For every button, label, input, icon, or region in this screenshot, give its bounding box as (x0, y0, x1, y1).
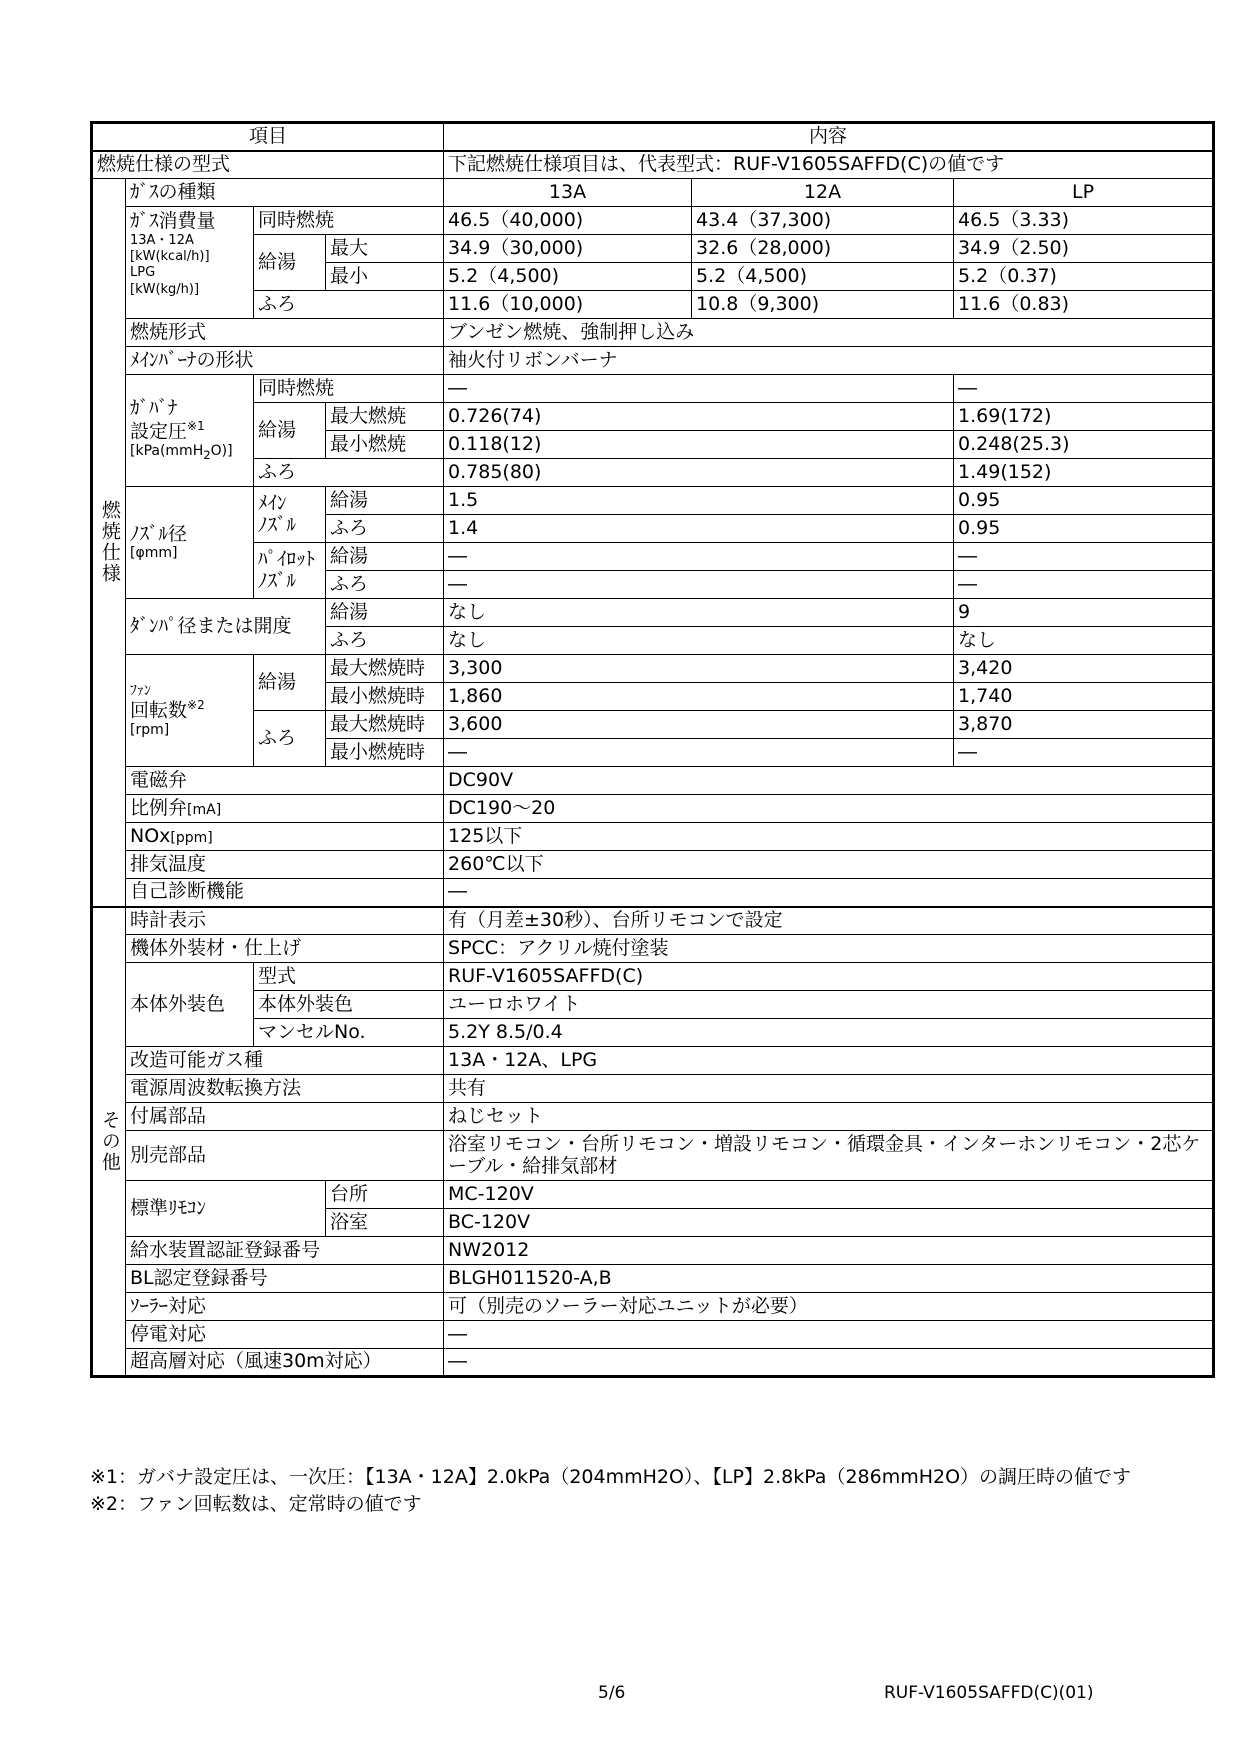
value-cell: 11.6（10,000) (444, 291, 692, 319)
unit-line: 13A・12A (130, 232, 194, 248)
unit-text: [φmm] (130, 545, 178, 562)
value-cell: ユーロホワイト (444, 991, 1214, 1019)
options-row (92, 1131, 1214, 1181)
governor-label-cell (126, 375, 254, 487)
fan-row (92, 655, 1214, 683)
gas-consumption-row (92, 207, 1214, 235)
value-cell: 9 (954, 599, 1214, 627)
row-label: ﾀﾞﾝﾊﾟ径または開度 (126, 599, 326, 655)
body-color-row (92, 991, 1214, 1019)
value-cell: 5.2（4,500) (692, 263, 954, 291)
self-diag-row (92, 879, 1214, 907)
sub-label: 給湯 (254, 235, 326, 291)
value-cell: ― (444, 375, 954, 403)
gas-consumption-row (92, 235, 1214, 263)
governor-row (92, 375, 1214, 403)
pilot-nozzle-label (254, 543, 326, 599)
body-color-row (92, 963, 1214, 991)
row-label: 排気温度 (126, 851, 444, 879)
section-other: その他 (92, 907, 126, 1377)
value-cell: ― (954, 739, 1214, 767)
row-label: 燃焼形式 (126, 319, 444, 347)
value-cell: 43.4（37,300) (692, 207, 954, 235)
burner-shape-row (92, 347, 1214, 375)
value-cell: 3,870 (954, 711, 1214, 739)
fan-label: 回転数 (130, 699, 188, 722)
row-label: ｿｰﾗｰ対応 (126, 1293, 444, 1321)
gas-13a: 13A (444, 179, 692, 207)
value-cell: 34.9（2.50) (954, 235, 1214, 263)
section-combustion: 燃焼仕様 (92, 179, 126, 907)
gas-consumption-label-cell (126, 207, 254, 319)
nozzle-sub-label: ﾒｲﾝ (258, 491, 287, 514)
value-cell: 1.5 (444, 487, 954, 515)
value-cell: ― (954, 543, 1214, 571)
document-code: RUF-V1605SAFFD(C)(01) (884, 1683, 1094, 1703)
unit-text: O)] (210, 443, 233, 460)
combustion-type-row (92, 319, 1214, 347)
row-label: 時計表示 (126, 907, 444, 935)
label-text: NOx (130, 824, 171, 847)
sub-label: ふろ (326, 515, 444, 543)
nox-row (92, 823, 1214, 851)
bl-cert-row (92, 1265, 1214, 1293)
value-cell: 0.118(12) (444, 431, 954, 459)
nozzle-label: ﾉｽﾞﾙ径 (130, 522, 188, 545)
nozzle-sub-label: ﾊﾟｲﾛｯﾄ (258, 547, 316, 570)
value-cell: 10.8（9,300) (692, 291, 954, 319)
row-label: 標準ﾘﾓｺﾝ (126, 1181, 326, 1237)
value-cell: 46.5（3.33) (954, 207, 1214, 235)
main-nozzle-label (254, 487, 326, 543)
value-cell: なし (444, 627, 954, 655)
unit-line: [kW(kcal/h)] (130, 249, 210, 265)
nozzle-row (92, 487, 1214, 515)
sub-label: 最小燃焼時 (326, 683, 444, 711)
sub-label: マンセルNo. (254, 1019, 444, 1047)
sub-label: 給湯 (326, 543, 444, 571)
fan-label-cell (126, 655, 254, 767)
value-cell: 260℃以下 (444, 851, 1214, 879)
governor-label: ｶﾞﾊﾞﾅ (130, 397, 178, 420)
value-cell: 5.2（0.37) (954, 263, 1214, 291)
value-cell: ― (444, 543, 954, 571)
gas-12a: 12A (692, 179, 954, 207)
unit-text: [ppm] (170, 829, 213, 846)
value-cell: ― (444, 739, 954, 767)
sub-label: 最小燃焼時 (326, 739, 444, 767)
sub-label: 給湯 (254, 403, 326, 459)
footnote-2: ※2：ファン回転数は、定常時の値です (90, 1493, 422, 1515)
unit-line: [kW(kg/h)] (130, 281, 200, 297)
footnote-1: ※1：ガバナ設定圧は、一次圧：【13A・12A】2.0kPa（204mmH2O）、【LP】2.8kPa（286mmH2O）の調圧時の値です (90, 1466, 1132, 1488)
row-label: 超高層対応（風速30m対応） (126, 1349, 444, 1377)
sub-label: 同時燃焼 (254, 207, 444, 235)
body-color-row (92, 1019, 1214, 1047)
value-cell: 5.2Y 8.5/0.4 (444, 1019, 1214, 1047)
value-cell: 1,860 (444, 683, 954, 711)
casing-row (92, 935, 1214, 963)
value-cell: 13A・12A、LPG (444, 1047, 1214, 1075)
row-label: ﾒｲﾝﾊﾞｰﾅの形状 (126, 347, 444, 375)
nozzle-sub-label: ﾉｽﾞﾙ (258, 569, 297, 592)
value-cell: ― (444, 879, 1214, 907)
clock-row (92, 907, 1214, 935)
value-cell: 共有 (444, 1075, 1214, 1103)
gas-lp: LP (954, 179, 1214, 207)
sub-label: 最小 (326, 263, 444, 291)
nozzle-label-cell (126, 487, 254, 599)
value-cell: 1.49(152) (954, 459, 1214, 487)
model-value: 下記燃焼仕様項目は、代表型式：RUF-V1605SAFFD(C)の値です (444, 151, 1214, 179)
fan-label: ﾌｧﾝ (130, 682, 151, 699)
value-cell: BLGH011520-A,B (444, 1265, 1214, 1293)
value-cell: 46.5（40,000) (444, 207, 692, 235)
spec-table (90, 121, 1215, 1378)
header-content: 内容 (444, 123, 1214, 151)
water-cert-row (92, 1237, 1214, 1265)
sub-label: ふろ (254, 459, 444, 487)
model-label: 燃焼仕様の型式 (92, 151, 444, 179)
row-label: 停電対応 (126, 1321, 444, 1349)
row-label: 改造可能ガス種 (126, 1047, 444, 1075)
solenoid-row (92, 767, 1214, 795)
page-number: 5/6 (598, 1683, 626, 1703)
value-cell: ― (954, 571, 1214, 599)
sub-label: 浴室 (326, 1209, 444, 1237)
proportional-row (92, 795, 1214, 823)
convertible-gas-row (92, 1047, 1214, 1075)
header-item: 項目 (92, 123, 444, 151)
row-label: BL認定登録番号 (126, 1265, 444, 1293)
sub-label: 最小燃焼 (326, 431, 444, 459)
value-cell: 125以下 (444, 823, 1214, 851)
nozzle-sub-label: ﾉｽﾞﾙ (258, 513, 297, 536)
value-cell: 3,300 (444, 655, 954, 683)
accessories-row (92, 1103, 1214, 1131)
value-cell: 0.785(80) (444, 459, 954, 487)
sub-label: ふろ (326, 627, 444, 655)
fan-row (92, 711, 1214, 739)
value-cell: ねじセット (444, 1103, 1214, 1131)
sub-label: 給湯 (326, 599, 444, 627)
value-cell: 3,600 (444, 711, 954, 739)
sub-label: 給湯 (326, 487, 444, 515)
value-cell: 可（別売のソーラー対応ユニットが必要） (444, 1293, 1214, 1321)
value-cell: 1.69(172) (954, 403, 1214, 431)
note-mark: ※2 (187, 697, 205, 712)
value-cell: BC-120V (444, 1209, 1214, 1237)
sub-label: 本体外装色 (254, 991, 444, 1019)
value-cell: ブンゼン燃焼、強制押し込み (444, 319, 1214, 347)
exhaust-temp-row (92, 851, 1214, 879)
sub-label: 最大燃焼 (326, 403, 444, 431)
value-cell: 袖火付リボンバーナ (444, 347, 1214, 375)
solar-row (92, 1293, 1214, 1321)
value-cell: MC-120V (444, 1181, 1214, 1209)
sub-label: 最大燃焼時 (326, 655, 444, 683)
gas-type-row (92, 179, 1214, 207)
gas-type-label: ｶﾞｽの種類 (126, 179, 444, 207)
unit-line: LPG (130, 265, 156, 281)
governor-row (92, 403, 1214, 431)
label-text: 比例弁 (130, 796, 188, 819)
value-cell: 0.726(74) (444, 403, 954, 431)
gas-consumption-row (92, 291, 1214, 319)
row-label (126, 823, 444, 851)
value-cell: 0.95 (954, 487, 1214, 515)
value-cell: なし (444, 599, 954, 627)
value-cell: 浴室リモコン・台所リモコン・増設リモコン・循環金具・インターホンリモコン・2芯ケーブル・給排気部材 (444, 1131, 1214, 1181)
governor-row (92, 459, 1214, 487)
row-label: 付属部品 (126, 1103, 444, 1131)
row-label: 給水装置認証登録番号 (126, 1237, 444, 1265)
unit-text: [kPa(mmH (130, 443, 204, 460)
unit-text: [rpm] (130, 722, 170, 739)
power-outage-row (92, 1321, 1214, 1349)
value-cell: 5.2（4,500) (444, 263, 692, 291)
gas-consumption-label: ｶﾞｽ消費量 (130, 210, 216, 232)
remote-row (92, 1181, 1214, 1209)
value-cell: なし (954, 627, 1214, 655)
value-cell: 0.95 (954, 515, 1214, 543)
value-cell: NW2012 (444, 1237, 1214, 1265)
value-cell: ― (954, 375, 1214, 403)
unit-text: [mA] (187, 801, 222, 818)
nozzle-row (92, 543, 1214, 571)
value-cell: 3,420 (954, 655, 1214, 683)
value-cell: RUF-V1605SAFFD(C) (444, 963, 1214, 991)
value-cell: 1.4 (444, 515, 954, 543)
sub-label: ふろ (254, 291, 444, 319)
value-cell: SPCC：アクリル焼付塗装 (444, 935, 1214, 963)
damper-row (92, 599, 1214, 627)
header-row (92, 123, 1214, 151)
value-cell: 1,740 (954, 683, 1214, 711)
sub-label: 最大 (326, 235, 444, 263)
value-cell: ― (444, 1349, 1214, 1377)
value-cell: ― (444, 571, 954, 599)
value-cell: ― (444, 1321, 1214, 1349)
row-label: 電源周波数転換方法 (126, 1075, 444, 1103)
sub-label: ふろ (254, 711, 326, 767)
value-cell: DC190～20 (444, 795, 1214, 823)
sub-label: 型式 (254, 963, 444, 991)
value-cell: 32.6（28,000) (692, 235, 954, 263)
value-cell: 0.248(25.3) (954, 431, 1214, 459)
sub-label: 給湯 (254, 655, 326, 711)
row-label (126, 795, 444, 823)
row-label: 自己診断機能 (126, 879, 444, 907)
model-row (92, 151, 1214, 179)
frequency-row (92, 1075, 1214, 1103)
row-label: 本体外装色 (126, 963, 254, 1047)
value-cell: 34.9（30,000) (444, 235, 692, 263)
value-cell: 11.6（0.83) (954, 291, 1214, 319)
value-cell: 有（月差±30秒）、台所リモコンで設定 (444, 907, 1214, 935)
sub-label: 台所 (326, 1181, 444, 1209)
footnotes (90, 1464, 1230, 1518)
sub-label: ふろ (326, 571, 444, 599)
sub-label: 同時燃焼 (254, 375, 444, 403)
row-label: 別売部品 (126, 1131, 444, 1181)
value-cell: DC90V (444, 767, 1214, 795)
sub-label: 最大燃焼時 (326, 711, 444, 739)
row-label: 機体外装材・仕上げ (126, 935, 444, 963)
unit-text: 2 (203, 448, 211, 463)
row-label: 電磁弁 (126, 767, 444, 795)
high-rise-row (92, 1349, 1214, 1377)
governor-label: 設定圧 (130, 420, 188, 443)
note-mark: ※1 (187, 419, 205, 434)
